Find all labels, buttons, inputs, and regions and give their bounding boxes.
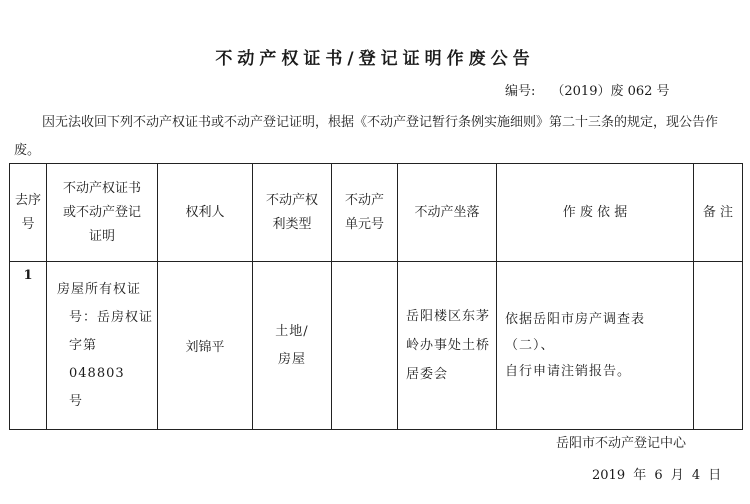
header-basis: 作 废 依 据 — [497, 164, 694, 262]
header-certificate: 不动产权证书 或不动产登记 证明 — [47, 164, 158, 262]
cell-basis: 依据岳阳市房产调查表（二）、 自行申请注销报告。 — [497, 262, 694, 430]
header-unit-no: 不动产 单元号 — [332, 164, 398, 262]
header-index: 去序 号 — [10, 164, 47, 262]
cell-owner: 刘锦平 — [158, 262, 253, 430]
header-owner: 权利人 — [158, 164, 253, 262]
table-row — [10, 262, 743, 430]
cell-remark — [694, 262, 743, 430]
cell-unit-no — [332, 262, 398, 430]
header-location: 不动产坐落 — [398, 164, 497, 262]
issuer-name: 岳阳市不动产登记中心 — [556, 436, 687, 451]
issue-date: 2019 年 6 月 4 日 — [592, 468, 722, 483]
header-right-type: 不动产权 利类型 — [253, 164, 332, 262]
page-title: 不动产权证书/登记证明作废公告 — [215, 49, 535, 69]
header-remark: 备 注 — [694, 164, 743, 262]
cell-index: 1 — [10, 262, 47, 430]
document-number-label: 编号: — [505, 84, 536, 99]
intro-paragraph: 因无法收回下列不动产权证书或不动产登记证明，根据《不动产登记暂行条例实施细则》第二十三条的规定，现公告作废。 — [14, 115, 719, 158]
cell-right-type: 土地/ 房屋 — [253, 262, 332, 430]
cell-certificate: 房屋所有权证 号：岳房权证 字第 048803 号 — [47, 262, 158, 430]
cell-location: 岳阳楼区东茅 岭办事处土桥 居委会 — [398, 262, 497, 430]
document-number — [505, 80, 670, 99]
void-certificate-table — [9, 163, 743, 430]
document-number-value: （2019）废 062 号 — [551, 84, 670, 99]
table-header-row — [10, 164, 743, 262]
